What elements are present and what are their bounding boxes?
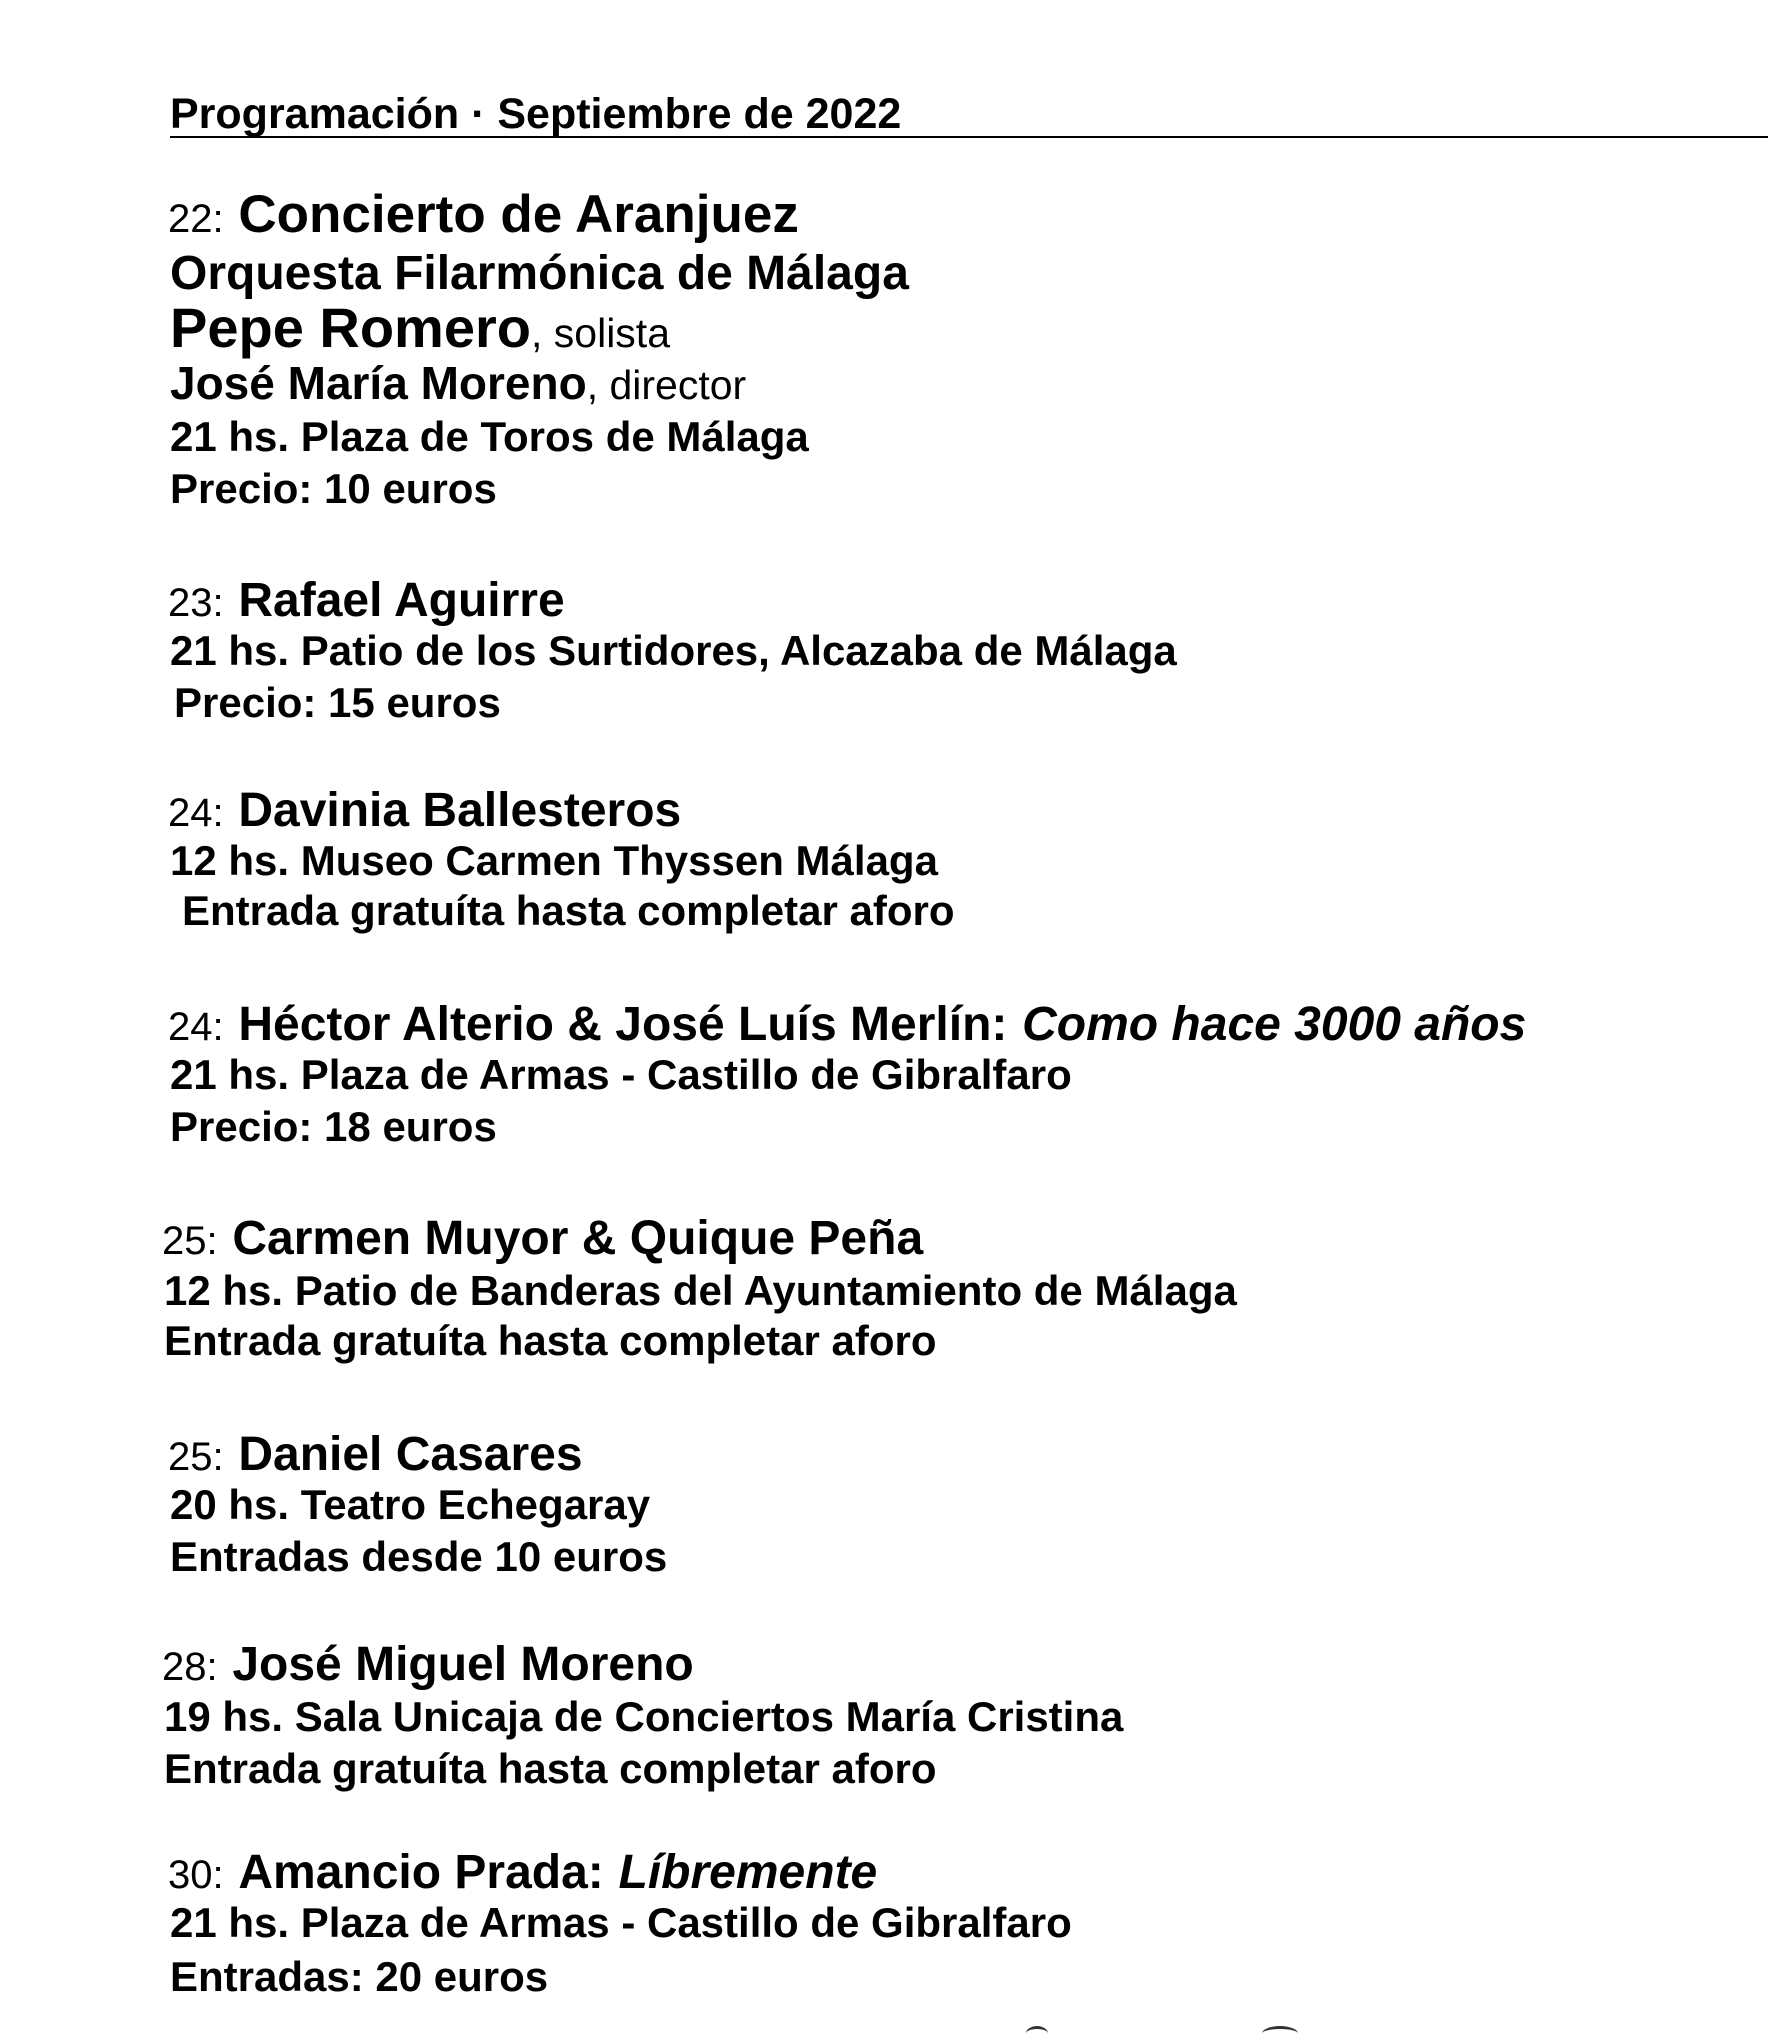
event-date: 28: <box>162 1645 218 1689</box>
event-alterio-merlin <box>168 996 1748 1156</box>
event-title-line <box>168 782 681 835</box>
event-title-line <box>168 185 799 244</box>
event-title: Amancio Prada: <box>238 1846 604 1899</box>
event-rafael-aguirre <box>168 572 1568 732</box>
event-soloist-role: , solista <box>531 310 670 356</box>
event-title: Concierto de Aranjuez <box>238 185 799 244</box>
event-price: Entrada gratuíta hasta completar aforo <box>164 1745 937 1792</box>
event-price: Entradas: 20 euros <box>170 1953 549 2000</box>
event-time-venue: 19 hs. Sala Unicaja de Conciertos María Cristina <box>164 1693 1124 1740</box>
page-header <box>170 92 1768 138</box>
event-muyor-pena <box>162 1210 1562 1370</box>
event-soloist: Pepe Romero <box>170 296 531 359</box>
cropped-decoration <box>1026 2026 1048 2041</box>
event-davinia-ballesteros <box>168 782 1568 942</box>
event-date: 24: <box>168 791 224 835</box>
event-price: Entrada gratuíta hasta completar aforo <box>182 887 955 934</box>
event-time-venue: 12 hs. Museo Carmen Thyssen Málaga <box>170 837 938 884</box>
event-date: 30: <box>168 1853 224 1897</box>
event-price: Entradas desde 10 euros <box>170 1533 668 1580</box>
event-time-venue: 12 hs. Patio de Banderas del Ayuntamiento de Málaga <box>164 1267 1237 1314</box>
event-concierto-de-aranjuez <box>168 185 1568 518</box>
event-price: Precio: 10 euros <box>170 465 497 512</box>
event-title-line <box>162 1210 923 1263</box>
event-title-line <box>168 996 1526 1049</box>
event-subtitle: Como hace 3000 años <box>1022 998 1527 1051</box>
page-title: Programación · Septiembre de 2022 <box>170 90 902 138</box>
event-time-venue: 21 hs. Patio de los Surtidores, Alcazaba de Málaga <box>170 627 1177 674</box>
event-ensemble: Orquesta Filarmónica de Málaga <box>170 247 909 300</box>
event-title: Héctor Alterio & José Luís Merlín: <box>238 998 1008 1051</box>
event-title: José Miguel Moreno <box>232 1638 694 1691</box>
event-title-line <box>168 1426 583 1479</box>
event-title-line <box>168 572 565 625</box>
event-date: 22: <box>168 197 224 241</box>
event-time-venue: 21 hs. Plaza de Toros de Málaga <box>170 413 809 460</box>
event-title: Carmen Muyor & Quique Peña <box>232 1212 924 1265</box>
event-time-venue: 21 hs. Plaza de Armas - Castillo de Gibralfaro <box>170 1051 1072 1098</box>
event-conductor-line <box>170 357 747 409</box>
event-date: 24: <box>168 1005 224 1049</box>
event-soloist-line <box>170 296 670 359</box>
event-jose-miguel-moreno <box>162 1636 1562 1796</box>
cropped-decoration <box>1262 2026 1298 2041</box>
event-price: Precio: 18 euros <box>170 1103 497 1150</box>
event-price: Precio: 15 euros <box>174 679 501 726</box>
event-subtitle: Líbremente <box>618 1846 878 1899</box>
event-date: 25: <box>162 1219 218 1263</box>
event-title-line <box>162 1636 694 1689</box>
event-time-venue: 21 hs. Plaza de Armas - Castillo de Gibralfaro <box>170 1899 1072 1946</box>
event-time-venue: 20 hs. Teatro Echegaray <box>170 1481 651 1528</box>
event-title-line <box>168 1844 877 1897</box>
event-amancio-prada <box>168 1844 1568 2004</box>
event-title: Daniel Casares <box>238 1428 583 1481</box>
event-conductor-role: , director <box>586 362 747 408</box>
event-title: Rafael Aguirre <box>238 574 565 627</box>
event-price: Entrada gratuíta hasta completar aforo <box>164 1317 937 1364</box>
event-date: 23: <box>168 581 224 625</box>
event-date: 25: <box>168 1435 224 1479</box>
event-title: Davinia Ballesteros <box>238 784 682 837</box>
event-daniel-casares <box>168 1426 1568 1586</box>
event-conductor: José María Moreno <box>170 357 587 409</box>
